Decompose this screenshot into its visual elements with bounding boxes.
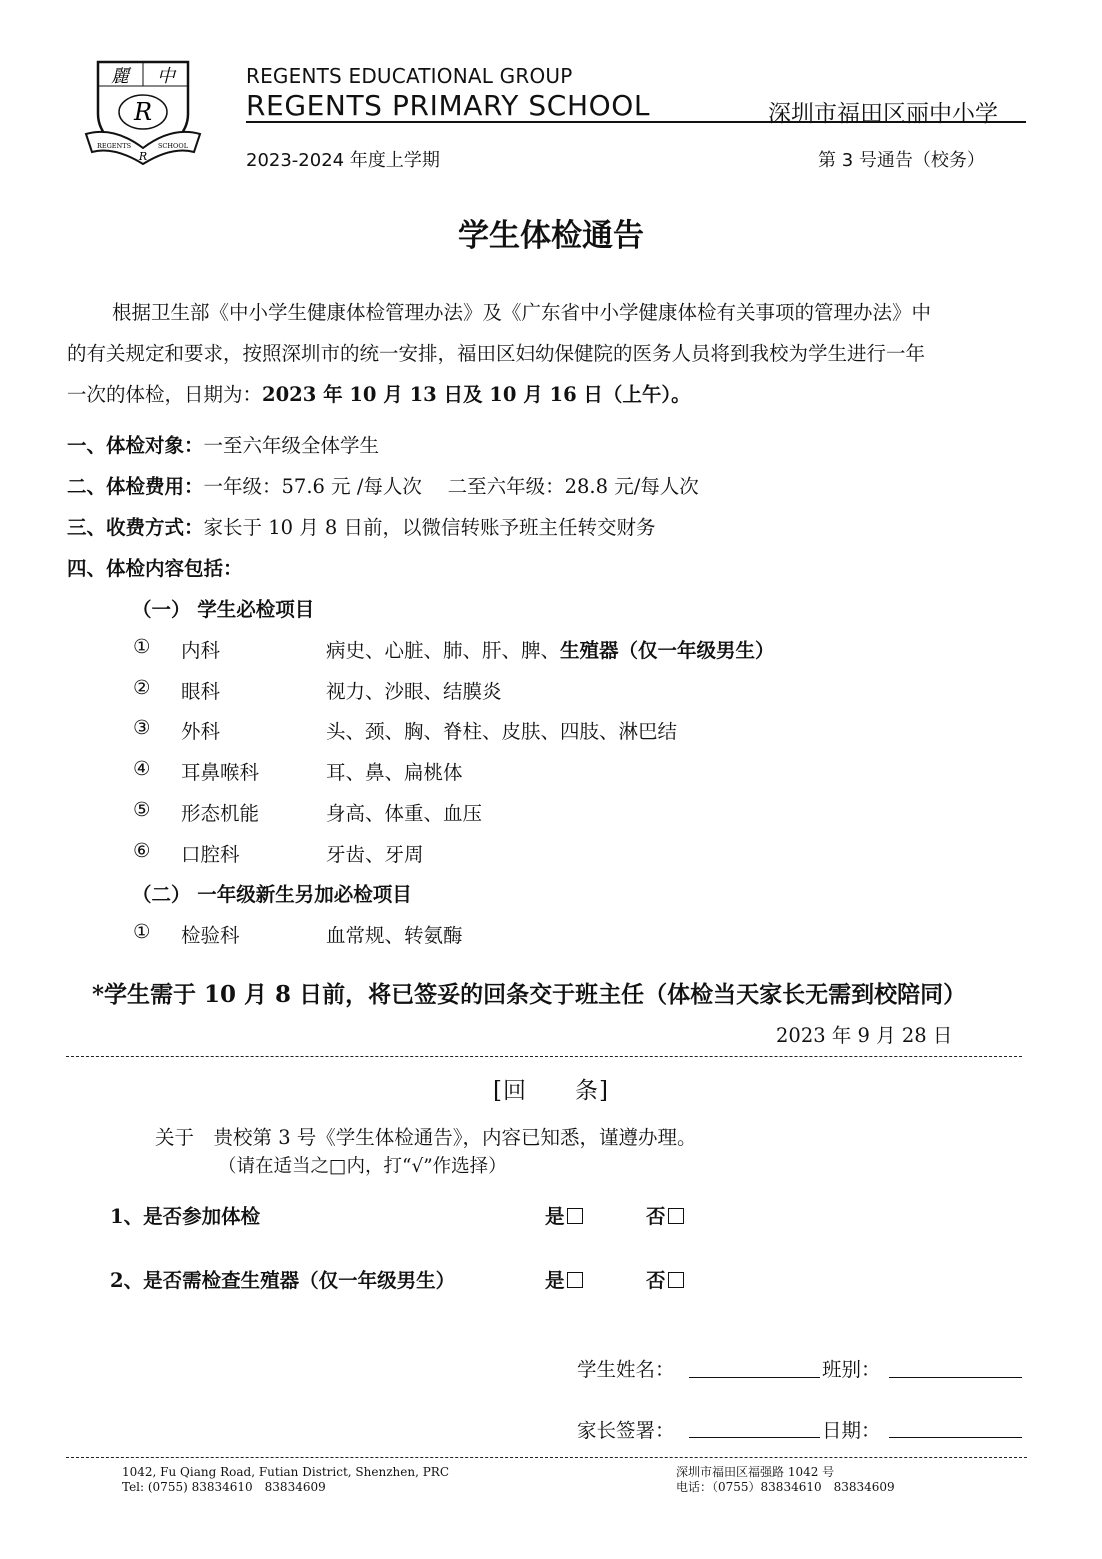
reply-slip-title: [回 条] bbox=[493, 1078, 609, 1104]
group-name: REGENTS EDUCATIONAL GROUP bbox=[246, 64, 573, 88]
cut-line bbox=[66, 1056, 1022, 1057]
row-department: 耳鼻喉科 bbox=[181, 761, 260, 784]
question-1 bbox=[110, 1201, 260, 1229]
reply-hint: （请在适当之□内，打“√”作选择） bbox=[218, 1156, 507, 1177]
section-2-heading: （二） 一年级新生另加必检项目 bbox=[132, 883, 412, 906]
class-field[interactable] bbox=[889, 1377, 1022, 1378]
notice-title: 学生体检通告 bbox=[458, 218, 644, 254]
student-name-field[interactable] bbox=[689, 1377, 820, 1378]
footer-tel-cn: 电话：（0755）83834610 83834609 bbox=[676, 1480, 895, 1494]
date-label: 日期： bbox=[822, 1419, 881, 1442]
q1-yes-checkbox[interactable] bbox=[545, 1201, 583, 1229]
footer-rule bbox=[66, 1457, 1027, 1458]
row-items-text: 病史、心脏、肺、肝、脾、 bbox=[326, 639, 561, 662]
item-label: 二、体检费用： bbox=[67, 475, 204, 498]
date-field[interactable] bbox=[889, 1437, 1022, 1438]
yes-label: 是 bbox=[545, 1205, 565, 1228]
intro-line-3-text: 一次的体检，日期为： bbox=[67, 383, 263, 406]
row-items: 牙齿、牙周 bbox=[326, 843, 424, 866]
row-items: 耳、鼻、扁桃体 bbox=[326, 761, 463, 784]
crest-char-right: 中 bbox=[157, 66, 175, 87]
item-fee bbox=[67, 471, 699, 499]
row-number: ① bbox=[133, 635, 151, 658]
crest-char-left: 麗 bbox=[111, 66, 129, 87]
exam-dates: 2023 年 10 月 13 日及 10 月 16 日（上午）。 bbox=[262, 383, 691, 406]
yes-label: 是 bbox=[545, 1269, 565, 1292]
checkbox-square[interactable] bbox=[567, 1208, 583, 1224]
footer-cn bbox=[676, 1465, 895, 1495]
checkbox-square[interactable] bbox=[668, 1272, 684, 1288]
checkbox-square[interactable] bbox=[668, 1208, 684, 1224]
school-name-cn: 深圳市福田区丽中小学 bbox=[768, 101, 998, 127]
q2-no-checkbox[interactable] bbox=[646, 1265, 684, 1293]
checkbox-square[interactable] bbox=[567, 1272, 583, 1288]
footer-en bbox=[122, 1465, 449, 1495]
row-items bbox=[326, 635, 775, 663]
parent-sign-field[interactable] bbox=[689, 1437, 820, 1438]
notice-date: 2023 年 9 月 28 日 bbox=[776, 1024, 953, 1047]
no-label: 否 bbox=[646, 1269, 666, 1292]
question-text: 1、是否参加体检 bbox=[110, 1205, 261, 1228]
row-number: ① bbox=[133, 920, 151, 943]
footer-tel-en: Tel: (0755) 83834610 83834609 bbox=[122, 1480, 326, 1494]
class-label: 班别： bbox=[822, 1358, 881, 1381]
reply-acknowledgement: 关于 贵校第 3 号《学生体检通告》，内容已知悉，谨遵办理。 bbox=[155, 1126, 697, 1149]
student-name-label: 学生姓名： bbox=[577, 1358, 675, 1381]
intro-line-3 bbox=[67, 374, 1037, 415]
crest-ribbon-monogram: R bbox=[138, 150, 148, 163]
no-label: 否 bbox=[646, 1205, 666, 1228]
footer-address-cn: 深圳市福田区福强路 1042 号 bbox=[676, 1465, 835, 1479]
question-2 bbox=[110, 1265, 455, 1293]
item-label: 一、体检对象： bbox=[67, 434, 204, 457]
row-items-bold: 生殖器（仅一年级男生） bbox=[560, 639, 775, 662]
item-label: 三、收费方式： bbox=[67, 516, 204, 539]
intro-line-1: 根据卫生部《中小学生健康体检管理办法》及《广东省中小学健康体检有关事项的管理办法》中 bbox=[112, 301, 932, 324]
school-name: REGENTS PRIMARY SCHOOL bbox=[246, 89, 651, 122]
q2-yes-checkbox[interactable] bbox=[545, 1265, 583, 1293]
row-items: 视力、沙眼、结膜炎 bbox=[326, 680, 502, 703]
row-department: 外科 bbox=[181, 720, 221, 743]
item-value: 一至六年级全体学生 bbox=[203, 434, 380, 457]
row-number: ⑤ bbox=[133, 798, 151, 821]
item-target bbox=[67, 430, 379, 458]
item-label: 四、体检内容包括： bbox=[67, 557, 243, 580]
section-1-heading: （一） 学生必检项目 bbox=[132, 598, 315, 621]
term-label: 2023-2024 年度上学期 bbox=[246, 150, 440, 171]
school-crest-logo bbox=[84, 56, 202, 172]
question-text: 2、是否需检查生殖器（仅一年级男生） bbox=[110, 1269, 456, 1292]
intro-line-2: 的有关规定和要求，按照深圳市的统一安排，福田区妇幼保健院的医务人员将到我校为学生进行一年 bbox=[67, 342, 926, 365]
row-department: 内科 bbox=[181, 639, 221, 662]
row-items: 血常规、转氨酶 bbox=[326, 924, 463, 947]
crest-ribbon-right: SCHOOL bbox=[157, 142, 189, 150]
header-rule bbox=[246, 121, 1026, 123]
intro-paragraph bbox=[67, 292, 1037, 415]
item-payment bbox=[67, 512, 656, 540]
footer-address-en: 1042, Fu Qiang Road, Futian District, Shenzhen, PRC bbox=[122, 1465, 449, 1479]
row-department: 口腔科 bbox=[181, 843, 240, 866]
item-content bbox=[67, 553, 243, 581]
row-number: ③ bbox=[133, 716, 151, 739]
row-number: ⑥ bbox=[133, 839, 151, 862]
row-department: 检验科 bbox=[181, 924, 240, 947]
row-items: 头、颈、胸、脊柱、皮肤、四肢、淋巴结 bbox=[326, 720, 678, 743]
crest-monogram: R bbox=[133, 98, 153, 126]
notice-number: 第 3 号通告（校务） bbox=[818, 150, 985, 171]
crest-ribbon-left: REGENTS bbox=[96, 142, 132, 150]
row-number: ② bbox=[133, 676, 151, 699]
parent-sign-label: 家长签署： bbox=[577, 1419, 675, 1442]
reminder-note: *学生需于 10 月 8 日前，将已签妥的回条交于班主任（体检当天家长无需到校陪同） bbox=[92, 981, 967, 1008]
q1-no-checkbox[interactable] bbox=[646, 1201, 684, 1229]
row-department: 眼科 bbox=[181, 680, 221, 703]
row-department: 形态机能 bbox=[181, 802, 260, 825]
row-items: 身高、体重、血压 bbox=[326, 802, 483, 825]
item-value: 一年级：57.6 元 /每人次 二至六年级：28.8 元/每人次 bbox=[203, 475, 699, 498]
item-value: 家长于 10 月 8 日前，以微信转账予班主任转交财务 bbox=[203, 516, 656, 539]
row-number: ④ bbox=[133, 757, 151, 780]
